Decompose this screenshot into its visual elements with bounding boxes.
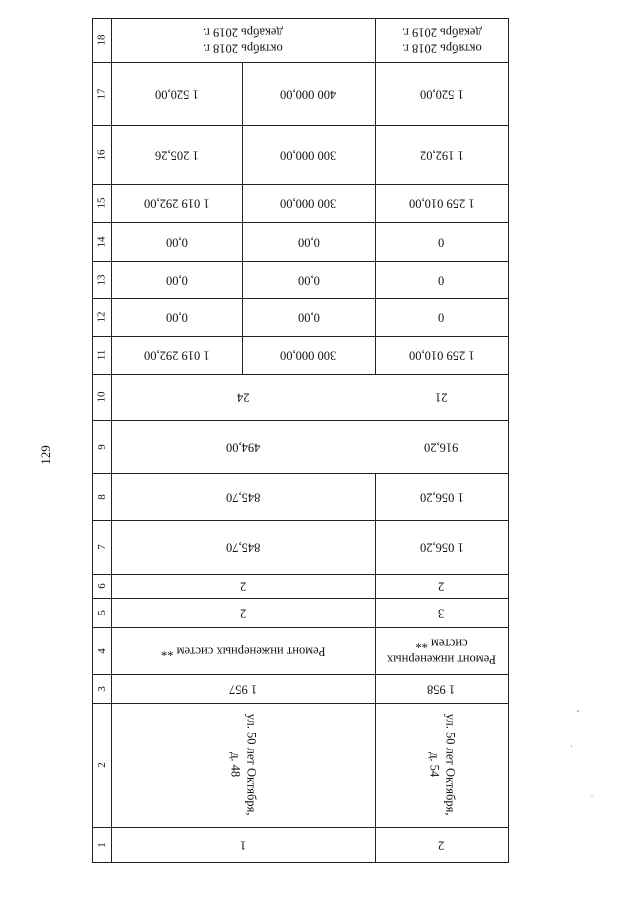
row-2-col-6-text: 2 [438, 579, 445, 594]
row-1-col-18-text: октябрь 2018 г. декабрь 2019 г. [203, 26, 283, 56]
row-2-col-10 [375, 374, 508, 420]
row-2-col-2 [375, 703, 508, 827]
column-number-17 [92, 62, 111, 125]
column-number-1 [92, 827, 111, 862]
row-1-col-3 [111, 674, 375, 703]
row-1-col-13-a-text: 0,00 [165, 273, 188, 288]
row-1-col-1 [111, 827, 375, 862]
row-2-col-7 [375, 520, 508, 574]
column-number-2-text: 2 [95, 762, 108, 768]
row-1-col-15-a-text: 1 019 292,00 [143, 196, 210, 211]
column-number-5 [92, 598, 111, 627]
row-2-col-14 [375, 222, 508, 261]
row-1-col-13-b [242, 261, 375, 298]
row-1-col-10-text: 24 [236, 390, 250, 405]
row-1-col-13-a [111, 261, 242, 298]
row-1-col-15-a [111, 184, 242, 222]
column-number-11-text: 11 [95, 349, 108, 361]
column-number-2 [92, 703, 111, 827]
row-2-col-14-text: 0 [438, 235, 445, 250]
row-1-col-8-text: 845,70 [225, 490, 261, 505]
row-1-col-12-b-text: 0,00 [297, 310, 320, 325]
column-number-10 [92, 374, 111, 420]
column-number-9 [92, 420, 111, 473]
column-number-1-text: 1 [95, 841, 108, 848]
row-1-col-4 [111, 627, 375, 674]
row-1-col-17-b-text: 400 000,00 [280, 87, 337, 102]
row-1-col-17-b [242, 62, 375, 125]
row-2-col-2-text: ул. 50 лет Октября, д. 54 [427, 714, 458, 816]
row-1-col-7 [111, 520, 375, 574]
row-1-col-2-text: ул. 50 лет Октября, д. 48 [229, 714, 259, 816]
row-2-col-11-text: 1 259 010,00 [408, 348, 475, 363]
row-2-col-16-text: 1 192,02 [419, 148, 464, 163]
row-1-col-14-a [111, 222, 242, 261]
column-number-11 [92, 336, 111, 374]
column-number-18 [92, 18, 111, 62]
row-1-col-4-text: Ремонт инженерных систем ** [160, 644, 326, 659]
row-1-col-9-text: 494,00 [225, 440, 261, 455]
row-2-col-7-text: 1 056,20 [419, 540, 464, 555]
row-2-col-12 [375, 298, 508, 336]
page-number-text: 129 [38, 445, 53, 465]
column-number-17-text: 17 [95, 88, 108, 99]
row-2-col-8 [375, 473, 508, 520]
column-number-13 [92, 261, 111, 298]
column-number-4-text: 4 [95, 647, 108, 654]
row-1-col-7-text: 845,70 [225, 540, 261, 555]
table-border [92, 862, 509, 863]
row-2-col-4 [375, 627, 508, 674]
row-2-col-5-text: 3 [438, 606, 445, 621]
row-1-col-5-text: 2 [239, 606, 247, 621]
row-2-col-17 [375, 62, 508, 125]
row-1-col-6 [111, 574, 375, 598]
row-1-col-18 [111, 18, 375, 62]
row-1-col-11-a-text: 1 019 292,00 [143, 348, 210, 363]
row-2-col-12-text: 0 [438, 310, 445, 325]
row-1-col-9 [111, 420, 375, 473]
row-2-col-13-text: 0 [438, 273, 445, 288]
row-1-col-10 [111, 374, 375, 420]
row-2-col-3-text: 1 958 [427, 682, 456, 697]
row-1-col-16-a [111, 125, 242, 184]
column-number-10-text: 10 [95, 391, 108, 403]
row-1-col-11-b-text: 300 000,00 [280, 348, 337, 363]
row-1-col-14-b-text: 0,00 [297, 235, 320, 250]
column-number-16-text: 16 [95, 149, 108, 160]
column-number-5-text: 5 [95, 609, 108, 616]
row-2-col-16 [375, 125, 508, 184]
column-number-8-text: 8 [95, 493, 108, 500]
table-border [508, 18, 509, 862]
row-1-col-12-a [111, 298, 242, 336]
row-1-col-14-b [242, 222, 375, 261]
row-1-col-13-b-text: 0,00 [297, 273, 320, 288]
row-2-col-11 [375, 336, 508, 374]
row-2-col-15 [375, 184, 508, 222]
row-2-col-3 [375, 674, 508, 703]
row-1-col-6-text: 2 [239, 579, 247, 594]
column-number-9-text: 9 [95, 443, 108, 450]
row-1-col-1-text: 1 [239, 838, 247, 853]
column-number-18-text: 18 [95, 34, 108, 46]
row-1-col-17-a-text: 1 520,00 [154, 87, 199, 102]
row-2-col-6 [375, 574, 508, 598]
row-2-col-1 [375, 827, 508, 862]
row-2-col-8-text: 1 056,20 [419, 490, 464, 505]
row-2-col-5 [375, 598, 508, 627]
row-2-col-9-text: 916,20 [424, 440, 459, 455]
row-2-col-18-text: октябрь 2018 г. декабрь 2019 г. [401, 26, 482, 56]
scan-speck [571, 745, 572, 747]
row-2-col-17-text: 1 520,00 [419, 87, 464, 102]
column-number-8 [92, 473, 111, 520]
row-2-col-9 [375, 420, 508, 473]
row-1-col-16-b-text: 300 000,00 [280, 148, 337, 163]
column-number-6-text: 6 [95, 583, 108, 589]
row-1-col-8 [111, 473, 375, 520]
row-1-col-15-b [242, 184, 375, 222]
row-2-col-13 [375, 261, 508, 298]
column-number-3 [92, 674, 111, 703]
row-2-col-1-text: 2 [438, 838, 445, 853]
row-1-col-5 [111, 598, 375, 627]
scan-speck [591, 796, 593, 797]
row-1-col-16-a-text: 1 205,26 [154, 148, 199, 163]
column-number-15 [92, 184, 111, 222]
row-1-col-2 [111, 703, 375, 827]
row-1-col-3-text: 1 957 [228, 682, 258, 697]
column-number-12-text: 12 [95, 311, 108, 323]
column-number-14-text: 14 [95, 236, 108, 247]
scan-speck [577, 710, 579, 712]
column-number-16 [92, 125, 111, 184]
row-1-col-12-a-text: 0,00 [165, 310, 188, 325]
row-1-col-11-a [111, 336, 242, 374]
row-2-col-10-text: 21 [435, 390, 448, 405]
column-number-4 [92, 627, 111, 674]
column-number-15-text: 15 [95, 197, 108, 209]
row-1-col-16-b [242, 125, 375, 184]
row-2-col-15-text: 1 259 010,00 [408, 196, 475, 211]
row-1-col-17-a [111, 62, 242, 125]
row-1-col-12-b [242, 298, 375, 336]
column-number-7 [92, 520, 111, 574]
row-2-col-4-text: Ремонт инженерных систем ** [387, 636, 496, 667]
column-number-14 [92, 222, 111, 261]
column-number-3-text: 3 [95, 685, 108, 692]
row-2-col-18 [375, 18, 508, 62]
column-number-13-text: 13 [95, 274, 108, 285]
row-1-col-11-b [242, 336, 375, 374]
column-number-6 [92, 574, 111, 598]
row-1-col-14-a-text: 0,00 [165, 235, 188, 250]
column-number-12 [92, 298, 111, 336]
column-number-7-text: 7 [95, 544, 108, 550]
row-1-col-15-b-text: 300 000,00 [280, 196, 337, 211]
